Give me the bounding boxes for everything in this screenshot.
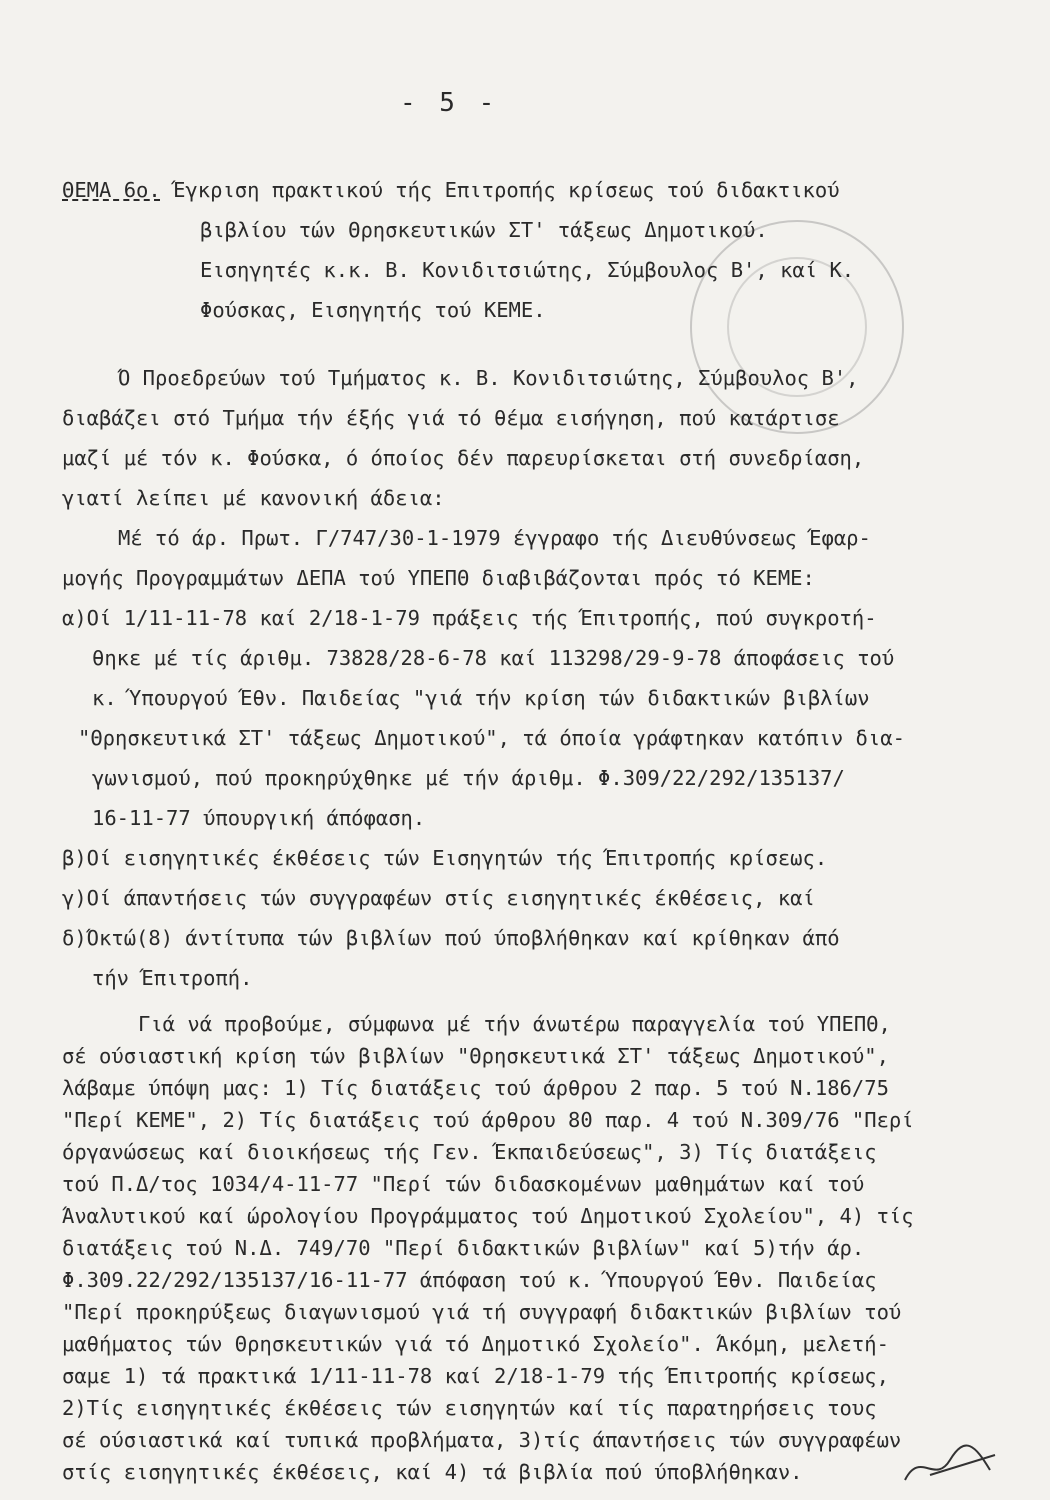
list-item: γωνισμού, πού προκηρύχθηκε μέ τήν άριθμ. Φ.309/22/292/135137/ <box>92 766 845 790</box>
paragraph-line: σέ ούσιαστικά καί τυπικά προβλήματα, 3)τίς άπαντήσεις τών συγγραφέων <box>62 1428 902 1452</box>
paragraph-line: Γιά νά προβούμε, σύμφωνα μέ τήν άνωτέρω παραγγελία τού ΥΠΕΠΘ, <box>138 1012 891 1036</box>
signature-mark <box>900 1440 1000 1490</box>
paragraph-line: διαβάζει στό Τμήμα τήν έξής γιά τό θέμα εισήγηση, πού κατάρτισε <box>62 406 840 430</box>
paragraph-line: Μέ τό άρ. Πρωτ. Γ/747/30-1-1979 έγγραφο τής Διευθύνσεως Έφαρ- <box>118 526 871 550</box>
subject-line: Έγκριση πρακτικού τής Επιτροπής κρίσεως τού διδακτικού <box>160 178 840 202</box>
paragraph-line: Άναλυτικού καί ώρολογίου Προγράμματος τού Δημοτικού Σχολείου", 4) τίς <box>62 1204 914 1228</box>
list-item: κ. Ύπουργού Έθν. Παιδείας "γιά τήν κρίση τών διδακτικών βιβλίων <box>92 686 870 710</box>
paragraph-line: σέ ούσιαστική κρίση τών βιβλίων "Θρησκευτικά ΣΤ' τάξεως Δημοτικού", <box>62 1044 889 1068</box>
list-item: γ)Οί άπαντήσεις τών συγγραφέων στίς εισηγητικές έκθέσεις, καί <box>62 886 815 910</box>
paragraph-line: μογής Προγραμμάτων ΔΕΠΑ τού ΥΠΕΠΘ διαβιβάζονται πρός τό ΚΕΜΕ: <box>62 566 815 590</box>
paragraph-line: "Περί προκηρύξεως διαγωνισμού γιά τή συγγραφή διδακτικών βιβλίων τού <box>62 1300 902 1324</box>
subject-line: Εισηγητές κ.κ. Β. Κονιδιτσιώτης, Σύμβουλος Β', καί Κ. <box>200 258 855 282</box>
list-item: α)Οί 1/11-11-78 καί 2/18-1-79 πράξεις τής Έπιτροπής, πού συγκροτή- <box>62 606 877 630</box>
page-number: - 5 - <box>400 88 499 118</box>
subject-line: Φούσκας, Εισηγητής τού ΚΕΜΕ. <box>200 298 546 322</box>
paragraph-line: μαθήματος τών Θρησκευτικών γιά τό Δημοτικό Σχολείο". Άκόμη, μελετή- <box>62 1332 889 1356</box>
list-item: θηκε μέ τίς άριθμ. 73828/28-6-78 καί 113298/29-9-78 άποφάσεις τού <box>92 646 895 670</box>
subject-label: ΘΕΜΑ 6ο. <box>62 178 161 202</box>
official-stamp <box>690 220 904 434</box>
paragraph-line: μαζί μέ τόν κ. Φούσκα, ό όποίος δέν παρευρίσκεται στή συνεδρίαση, <box>62 446 865 470</box>
list-item: "Θρησκευτικά ΣΤ' τάξεως Δημοτικού", τά όποία γράφτηκαν κατόπιν δια- <box>78 726 905 750</box>
paragraph-line: λάβαμε ύπόψη μας: 1) Τίς διατάξεις τού άρθρου 2 παρ. 5 τού Ν.186/75 <box>62 1076 889 1100</box>
paragraph-line: σαμε 1) τά πρακτικά 1/11-11-78 καί 2/18-1-79 τής Έπιτροπής κρίσεως, <box>62 1364 889 1388</box>
paragraph-line: όργανώσεως καί διοικήσεως τής Γεν. Έκπαιδεύσεως", 3) Τίς διατάξεις <box>62 1140 877 1164</box>
paragraph-line: διατάξεις τού Ν.Δ. 749/70 "Περί διδακτικών βιβλίων" καί 5)τήν άρ. <box>62 1236 865 1260</box>
list-item: 16-11-77 ύπουργική άπόφαση. <box>92 806 426 830</box>
paragraph-line: Ό Προεδρεύων τού Τμήματος κ. Β. Κονιδιτσιώτης, Σύμβουλος Β', <box>118 366 859 390</box>
subject-heading-line-1 <box>62 176 840 204</box>
paragraph-line: τού Π.Δ/τος 1034/4-11-77 "Περί τών διδασκομένων μαθημάτων καί τού <box>62 1172 865 1196</box>
list-item: β)Οί εισηγητικές έκθέσεις τών Εισηγητών τής Έπιτροπής κρίσεως. <box>62 846 828 870</box>
list-item: τήν Έπιτροπή. <box>92 966 253 990</box>
paragraph-line: Φ.309.22/292/135137/16-11-77 άπόφαση τού κ. Ύπουργού Έθν. Παιδείας <box>62 1268 877 1292</box>
paragraph-line: γιατί λείπει μέ κανονική άδεια: <box>62 486 445 510</box>
paragraph-line: "Περί ΚΕΜΕ", 2) Τίς διατάξεις τού άρθρου 80 παρ. 4 τού Ν.309/76 "Περί <box>62 1108 914 1132</box>
paragraph-line: 2)Τίς εισηγητικές έκθέσεις τών εισηγητών καί τίς παρατηρήσεις τους <box>62 1396 877 1420</box>
subject-line: βιβλίου τών Θρησκευτικών ΣΤ' τάξεως Δημοτικού. <box>200 218 768 242</box>
paragraph-line: στίς εισηγητικές έκθέσεις, καί 4) τά βιβλία πού ύποβλήθηκαν. <box>62 1460 803 1484</box>
list-item: δ)Όκτώ(8) άντίτυπα τών βιβλίων πού ύποβλήθηκαν καί κρίθηκαν άπό <box>62 926 840 950</box>
